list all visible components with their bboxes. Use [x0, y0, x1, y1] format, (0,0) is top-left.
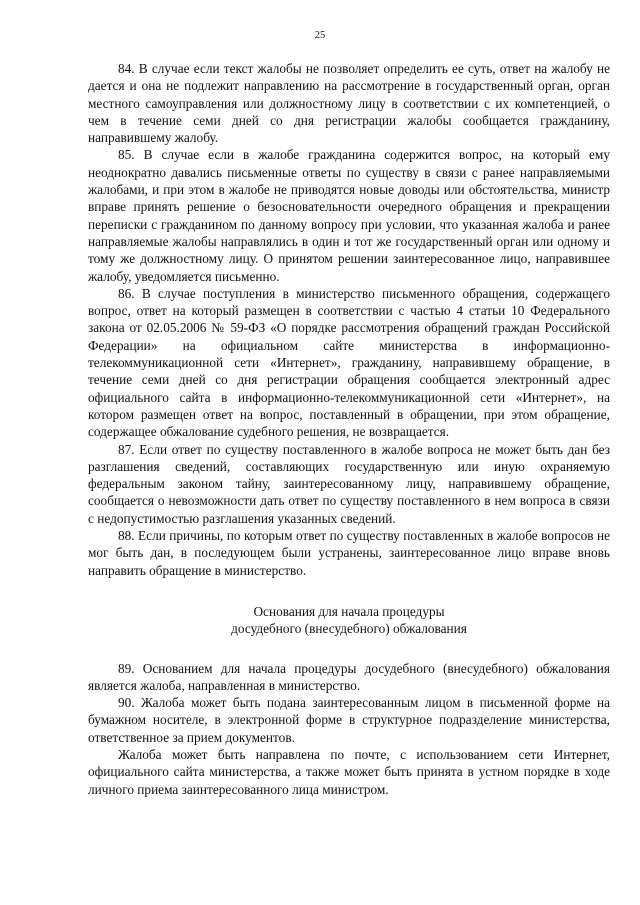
paragraph-84: 84. В случае если текст жалобы не позволяет определить ее суть, ответ на жалобу не дается и она не подлежит направлению на рассмотрение в государственный орган, орган местного самоуправления или должностному лицу в соответствии с их компетенцией, о чем в течение семи дней со дня регистрации жалобы сообщается гражданину, направившему жалобу. [88, 61, 610, 146]
paragraph-90: 90. Жалоба может быть подана заинтересованным лицом в письменной форме на бумажном носителе, в электронной форме в структурное подразделение министерства, ответственное за прием документов. [88, 695, 610, 745]
paragraph-85: 85. В случае если в жалобе гражданина содержится вопрос, на который ему неоднократно давались письменные ответы по существу в связи с ранее направляемыми жалобами, и при этом в жалобе не приводятся новые доводы или обстоятельства, министр вправе принять решение о безосновательности очередного обращения и прекращении переписки с гражданином по данному вопросу при условии, что указанная жалоба и ранее направляемые жалобы направлялись в один и тот же государственный орган или одному и тому же должностному лицу. О принятом решении заинтересованное лицо, направившее жалобу, уведомляется письменно. [88, 147, 610, 284]
document-body [88, 60, 610, 798]
paragraph-89: 89. Основанием для начала процедуры досудебного (внесудебного) обжалования является жалоба, направленная в министерство. [88, 660, 610, 693]
section-heading-line-2: досудебного (внесудебного) обжалования [231, 621, 467, 637]
section-heading [88, 603, 610, 638]
paragraph-87: 87. Если ответ по существу поставленного в жалобе вопроса не может быть дан без разглашения сведений, составляющих государственную или иную охраняемую федеральным законом тайну, заинтересованному лицу, направившему обращение, сообщается о невозможности дать ответ по существу поставленного в нем вопроса в связи с недопустимостью разглашения указанных сведений. [88, 441, 610, 526]
paragraph-86: 86. В случае поступления в министерство письменного обращения, содержащего вопрос, ответ на который размещен в соответствии с частью 4 статьи 10 Федерального закона от 02.05.2006 № 59-ФЗ «О порядке рассмотрения обращений граждан Российской Федерации» на официальном сайте министерства в информационно-телекоммуникационной сети «Интернет», гражданину, направившему обращение, в течение семи дней со дня регистрации обращения сообщается электронный адрес официального сайта в информационно-телекоммуникационной сети «Интернет», на котором размещен ответ на вопрос, поставленный в обращении, при этом обращение, содержащее обжалование судебного решения, не возвращается. [88, 285, 610, 440]
page-number: 25 [314, 30, 326, 41]
paragraph-88: 88. Если причины, по которым ответ по существу поставленных в жалобе вопросов не мог быть дан, в последующем были устранены, заинтересованное лицо вправе вновь направить обращение в министерство. [88, 528, 610, 578]
paragraph-90-continued: Жалоба может быть направлена по почте, с использованием сети Интернет, официального сайта министерства, а также может быть принята в устном порядке в ходе личного приема заинтересованного лица министром. [88, 746, 610, 797]
section-heading-line-1: Основания для начала процедуры [253, 603, 445, 619]
